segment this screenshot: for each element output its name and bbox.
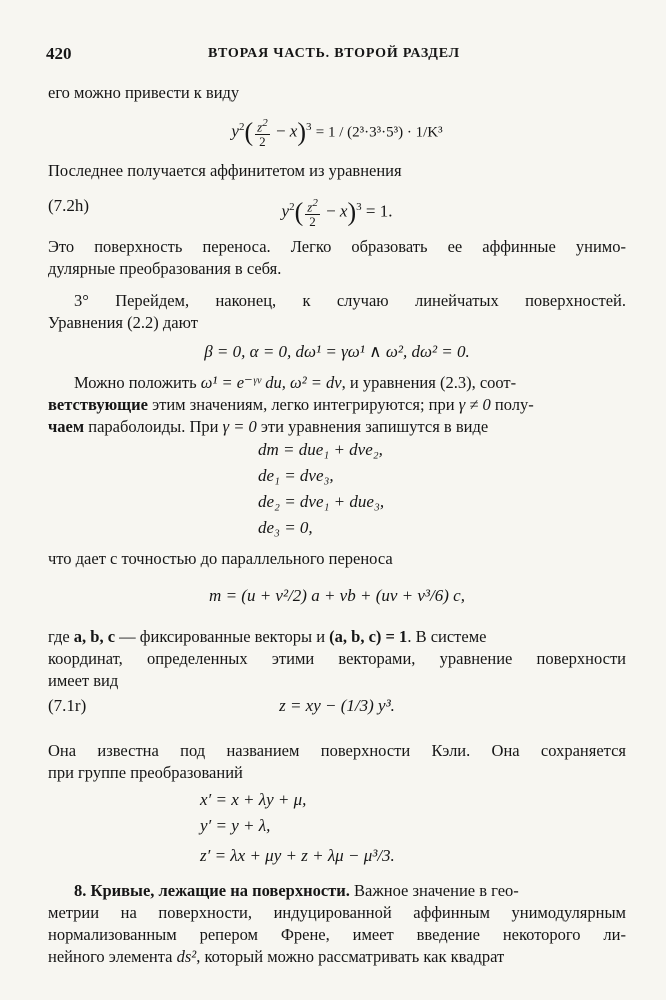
section-heading-line: 8. Кривые, лежащие на поверхности. Важное значение в гео- (74, 881, 519, 900)
group-transform-line: x′ = x + λy + μ, (200, 790, 307, 809)
equation-3: β = 0, α = 0, dω¹ = γω¹ ∧ ω², dω² = 0. (204, 342, 470, 361)
paragraph-line: нормализованным репером Френе, имеет введение некоторого ли- (48, 925, 626, 944)
inline-formula: γ ≠ 0 (458, 395, 491, 414)
paragraph-line: Она известна под названием поверхности Кэли. Она сохраняется (48, 741, 626, 760)
group-transform-line: z′ = λx + μy + z + λμ − μ³/3. (200, 846, 395, 865)
paragraph-line: дулярные преобразования в себя. (48, 259, 282, 278)
paragraph-line: 3° Перейдем, наконец, к случаю линейчатых поверхностей. (74, 291, 626, 310)
equation-m: m = (u + v²/2) a + vb + (uv + v³/6) c, (209, 586, 465, 605)
running-title: ВТОРАЯ ЧАСТЬ. ВТОРОЙ РАЗДЕЛ (208, 46, 460, 61)
paragraph-line: его можно привести к виду (48, 83, 240, 102)
page-header (46, 44, 626, 64)
paragraph-line: при группе преобразований (48, 763, 243, 782)
paragraph-line: нейного элемента ds², который можно рассматривать как квадрат (48, 947, 505, 966)
paragraph-line: метрии на поверхности, индуцированной аффинным унимодулярным (48, 903, 626, 922)
equation-system-line: de₂ = dve₁ + due₃, (258, 492, 385, 511)
paragraph-line: ветствующие этим значениям, легко интегрируются; при γ ≠ 0 полу- (48, 395, 534, 414)
paragraph-line: координат, определенных этими векторами, уравнение поверхности (48, 649, 626, 668)
paragraph-line: имеет вид (48, 671, 119, 690)
equation-z: z = xy − (1/3) y³. (279, 696, 395, 715)
inline-formula: ds² (176, 947, 197, 966)
page-number: 420 (46, 44, 72, 63)
equation-1-rhs: = 1 / (2³·3³·5³) · 1/K³ (315, 124, 443, 141)
equation-system-line: dm = due₁ + dve₂, (258, 440, 383, 459)
paragraph-line: что дает с точностью до параллельного переноса (48, 549, 393, 568)
paragraph-line: Можно положить ω¹ = e⁻ᵞᵛ du, ω² = dv, и уравнения (2.3), соот- (74, 373, 517, 392)
inline-formula: ω¹ = e⁻ᵞᵛ du, ω² = dv (200, 373, 342, 392)
paragraph-line: Это поверхность переноса. Легко образовать ее аффинные унимо- (48, 237, 626, 256)
paragraph-line: чаем параболоиды. При γ = 0 эти уравнения запишутся в виде (48, 417, 489, 436)
equation-2-rhs: = 1. (365, 201, 393, 221)
book-page: 420 ВТОРАЯ ЧАСТЬ. ВТОРОЙ РАЗДЕЛ его можно привести к виду $y^2$( $\frac{z^2}{2}$ − x)$^3$ = 1 / (2³·3³·5³) · 1/K³ Последнее получается аффинитетом из уравнения (7.2h) $y^2$( $\frac{z^2}{2}$ − x)$^3$ = 1. Это поверхность переноса. Легко образовать ее аффинные унимо- дулярные преобразования в себя. 3° Перейдем, наконец, к случаю линейчатых поверхностей. Уравнения (2.2) дают β = 0, α = 0, dω¹ = γω¹ ∧ ω², dω² = 0. Можно положить ω¹ = e⁻ᵞᵛ du, ω² = dv, и уравнения (2.3), соот- ветствующие этим значениям, легко интегрируются; при γ ≠ 0 полу- чаем параболоиды. При γ = 0 эти уравнения запишутся в виде dm = due₁ + dve₂, de₁ = dve₃, de₂ = dve₁ + due₃, de₃ = 0, что дает с точностью до параллельного переноса m = (u + v²/2) a + vb + (uv + v³/6) c, где a, b, c — фиксированные векторы и (a, b, c) = 1. В системе координат, определенных этими векторами, уравнение поверхности имеет вид (7.1r) z = xy − (1/3) y³. Она известна под названием поверхности Кэли. Она сохраняется при группе преобразований x′ = x + λy + μ, y′ = y + λ, z′ = λx + μy + z + λμ − μ³/3. 8. Кривые, лежащие на поверхности. Важное значение в гео- метрии на поверхности, индуцированной аффинным унимодулярным нормализованным репером Френе, имеет введение некоторого ли- нейного элемента ds², который можно рассматривать как квадрат (46, 44, 626, 966)
equation-system-line: de₃ = 0, (258, 518, 313, 537)
equation-label: (7.1r) (48, 696, 87, 715)
inline-formula: γ = 0 (222, 417, 257, 436)
equation-1: $y^2$( $\frac{z^2}{2}$ − x)$^3$ = 1 / (2³·3³·5³) · 1/K³ (231, 117, 443, 150)
equation-label: (7.2h) (48, 196, 90, 215)
section-title: 8. Кривые, лежащие на поверхности. (74, 881, 350, 900)
paragraph-line: где a, b, c — фиксированные векторы и (a, b, c) = 1. В системе (48, 627, 487, 646)
paragraph-line: Последнее получается аффинитетом из уравнения (48, 161, 402, 180)
group-transform-line: y′ = y + λ, (200, 816, 271, 835)
equation-system-line: de₁ = dve₃, (258, 466, 334, 485)
paragraph-line: Уравнения (2.2) дают (48, 313, 198, 332)
inline-formula: (a, b, c) = 1 (329, 627, 408, 646)
inline-formula: a, b, c (73, 627, 116, 646)
